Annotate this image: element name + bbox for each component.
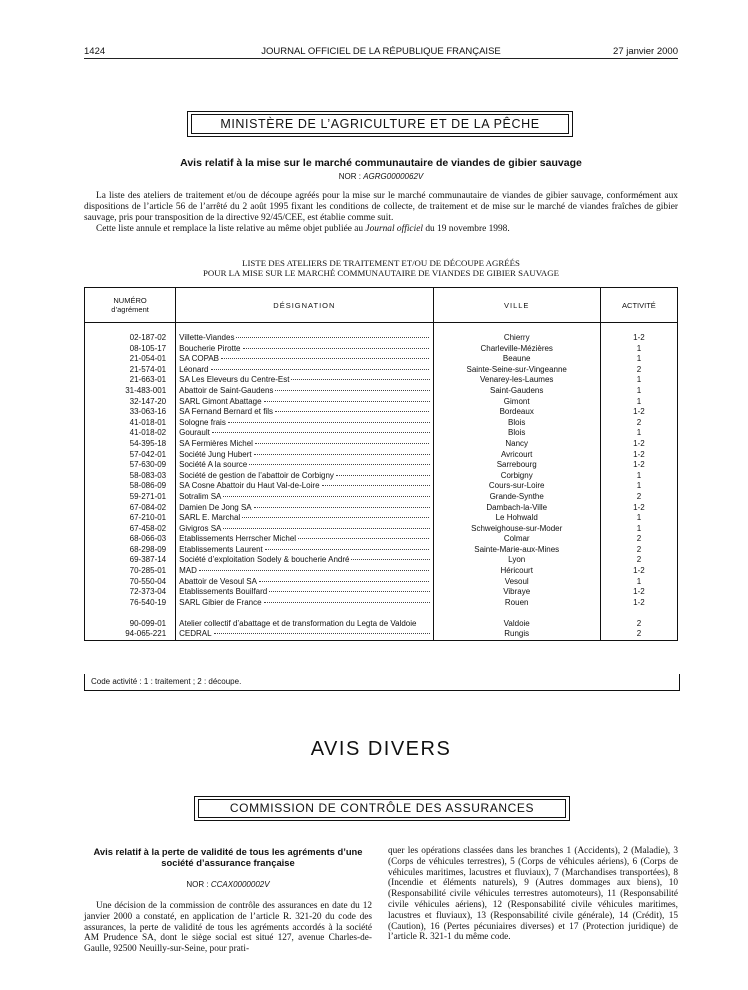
cell-designation [176, 503, 433, 514]
cell-designation [176, 481, 433, 492]
table-row [85, 608, 678, 629]
designation-label: SARL Gibier de France [179, 598, 429, 609]
cell-numero: 02-187-02 [85, 333, 176, 344]
avis2-nor [84, 880, 372, 889]
table-row [85, 545, 678, 556]
avis-divers-heading: AVIS DIVERS [310, 738, 452, 760]
cell-numero: 57-630-09 [85, 460, 176, 471]
cell-designation [176, 397, 433, 408]
cell-designation [176, 418, 433, 429]
nor-label: NOR : [338, 172, 364, 181]
table-row [85, 577, 678, 588]
cell-activite: 1-2 [600, 460, 677, 471]
cell-ville: Héricourt [433, 566, 600, 577]
cell-designation [176, 365, 433, 376]
cell-ville: Nancy [433, 439, 600, 450]
designation-label: Léonard [179, 365, 429, 376]
cell-numero: 57-042-01 [85, 450, 176, 461]
cell-activite: 1 [600, 354, 677, 365]
cell-activite: 1 [600, 344, 677, 355]
cell-designation: Atelier collectif d’abattage et de transformation du Legta de Valdoie [176, 608, 433, 629]
cell-numero: 21-663-01 [85, 375, 176, 386]
table-row [85, 386, 678, 397]
avis2-left-body: Une décision de la commission de contrôle des assurances en date du 12 janvier 2000 a constaté, en application de l’article R. 321-20 du code des assurances, la perte de validité de tous les agréments accordés à la société AM Prudence SA, dont le siège social est situé 127, avenue Charles-de-Gaulle, 92500 Neuilly-sur-Seine, pour prati- [84, 901, 372, 955]
cell-designation [176, 460, 433, 471]
cell-activite: 2 [600, 492, 677, 503]
cell-designation [176, 577, 433, 588]
cell-activite: 2 [600, 418, 677, 429]
designation-label: MAD [179, 566, 429, 577]
table-row [85, 629, 678, 640]
issue-date: 27 janvier 2000 [613, 46, 678, 57]
cell-numero: 54-395-18 [85, 439, 176, 450]
cell-activite: 1-2 [600, 598, 677, 609]
cell-designation [176, 407, 433, 418]
avis-title: Avis relatif à la mise sur le marché communautaire de viandes de gibier sauvage [180, 157, 582, 169]
table-row [85, 354, 678, 365]
cell-ville: Vesoul [433, 577, 600, 588]
cell-ville: Blois [433, 428, 600, 439]
cell-numero: 70-285-01 [85, 566, 176, 577]
cell-activite: 1-2 [600, 587, 677, 598]
cell-designation [176, 598, 433, 609]
cell-activite: 1-2 [600, 333, 677, 344]
designation-label: Etablissements Laurent [179, 545, 429, 556]
designation-label: SA Cosne Abattoir du Haut Val-de-Loire [179, 481, 429, 492]
header-ville: VILLE [433, 288, 600, 323]
cell-activite: 1 [600, 375, 677, 386]
cell-numero: 67-084-02 [85, 503, 176, 514]
designation-label: SA Les Eleveurs du Centre-Est [179, 375, 429, 386]
cell-activite: 1 [600, 428, 677, 439]
cell-designation [176, 354, 433, 365]
cell-ville: Rouen [433, 598, 600, 609]
cell-activite: 1 [600, 481, 677, 492]
cell-designation [176, 450, 433, 461]
page-number: 1424 [84, 46, 106, 57]
table-row [85, 375, 678, 386]
cell-numero: 72-373-04 [85, 587, 176, 598]
cell-activite: 1 [600, 524, 677, 535]
table-row [85, 460, 678, 471]
intro-text [84, 191, 678, 235]
cell-activite: 2 [600, 545, 677, 556]
nor-code: AGRG0000062V [363, 172, 424, 181]
header-numero-line1: NUMÉRO [113, 296, 147, 305]
cell-numero: 58-086-09 [85, 481, 176, 492]
cell-activite: 2 [600, 608, 677, 629]
table-row [85, 534, 678, 545]
p2-before: Cette liste annule et remplace la liste relative au même objet publiée au [96, 224, 366, 234]
cell-numero: 31-483-001 [85, 386, 176, 397]
table-row [85, 471, 678, 482]
cell-designation [176, 428, 433, 439]
cell-ville: Corbigny [433, 471, 600, 482]
cell-numero: 69-387-14 [85, 555, 176, 566]
header-designation: DÉSIGNATION [176, 288, 433, 323]
designation-label: Société de gestion de l’abattoir de Corbigny [179, 471, 429, 482]
cell-ville: Cours-sur-Loire [433, 481, 600, 492]
commission-box [194, 796, 570, 821]
cell-numero: 58-083-03 [85, 471, 176, 482]
table-row [85, 344, 678, 355]
avis2-title: Avis relatif à la perte de validité de tous les agréments d’une société d’assurance française [93, 846, 363, 868]
cell-ville: Avricourt [433, 450, 600, 461]
cell-activite: 2 [600, 365, 677, 376]
table-row [85, 513, 678, 524]
cell-ville: Chierry [433, 333, 600, 344]
cell-designation [176, 375, 433, 386]
designation-label: Boucherie Pirotte [179, 344, 429, 355]
cell-ville: Sarrebourg [433, 460, 600, 471]
list-title-line-2: POUR LA MISE SUR LE MARCHÉ COMMUNAUTAIRE DE VIANDES DE GIBIER SAUVAGE [203, 268, 559, 278]
cell-numero: 68-066-03 [85, 534, 176, 545]
header-activite: ACTIVITÉ [600, 288, 677, 323]
cell-activite: 1-2 [600, 566, 677, 577]
cell-ville: Le Hohwald [433, 513, 600, 524]
cell-ville: Colmar [433, 534, 600, 545]
cell-ville: Grande-Synthe [433, 492, 600, 503]
cell-numero: 41-018-01 [85, 418, 176, 429]
cell-designation [176, 344, 433, 355]
designation-label: Etablissements Bouilfard [179, 587, 429, 598]
table-body [85, 323, 678, 641]
cell-ville: Vibraye [433, 587, 600, 598]
cell-numero: 08-105-17 [85, 344, 176, 355]
cell-ville: Schweighouse-sur-Moder [433, 524, 600, 535]
cell-activite: 1-2 [600, 407, 677, 418]
cell-numero: 94-065-221 [85, 629, 176, 640]
table-row [85, 555, 678, 566]
list-title-line-1: LISTE DES ATELIERS DE TRAITEMENT ET/OU DE DÉCOUPE AGRÉÉS [242, 258, 520, 268]
avis2-nor-code: CCAX0000002V [210, 880, 270, 889]
cell-designation [176, 513, 433, 524]
cell-activite: 1 [600, 577, 677, 588]
cell-numero: 76-540-19 [85, 598, 176, 609]
cell-activite: 1-2 [600, 439, 677, 450]
cell-ville: Rungis [433, 629, 600, 640]
designation-label: SARL Gimont Abattage [179, 397, 429, 408]
designation-label: SA Fernand Bernard et fils [179, 407, 429, 418]
ministry-box [187, 111, 573, 137]
table-row [85, 365, 678, 376]
cell-numero: 41-018-02 [85, 428, 176, 439]
cell-numero: 32-147-20 [85, 397, 176, 408]
cell-numero: 67-458-02 [85, 524, 176, 535]
designation-label: Givigros SA [179, 524, 429, 535]
cell-numero: 70-550-04 [85, 577, 176, 588]
cell-ville: Venarey-les-Laumes [433, 375, 600, 386]
table-row [85, 566, 678, 577]
cell-activite: 2 [600, 534, 677, 545]
table-row [85, 481, 678, 492]
cell-designation [176, 545, 433, 556]
cell-activite: 1-2 [600, 503, 677, 514]
cell-designation [176, 566, 433, 577]
cell-ville: Bordeaux [433, 407, 600, 418]
cell-activite: 2 [600, 629, 677, 640]
cell-numero: 59-271-01 [85, 492, 176, 503]
commission-title: COMMISSION DE CONTRÔLE DES ASSURANCES [198, 799, 566, 818]
cell-numero: 90-099-01 [85, 608, 176, 629]
table-row [85, 333, 678, 344]
cell-numero: 21-574-01 [85, 365, 176, 376]
cell-designation [176, 524, 433, 535]
designation-label: Sologne frais [179, 418, 429, 429]
designation-label: SARL E. Marchal [179, 513, 429, 524]
activity-code-note: Code activité : 1 : traitement ; 2 : découpe. [84, 674, 680, 691]
designation-label: Sotralim SA [179, 492, 429, 503]
cell-ville: Sainte-Marie-aux-Mines [433, 545, 600, 556]
establishments-table [84, 287, 678, 641]
cell-designation [176, 386, 433, 397]
list-title [84, 258, 678, 278]
designation-label: Damien De Jong SA [179, 503, 429, 514]
designation-label: Etablissements Herrscher Michel [179, 534, 429, 545]
header-numero [85, 288, 176, 323]
header-rule [84, 58, 678, 59]
journal-title: JOURNAL OFFICIEL DE LA RÉPUBLIQUE FRANÇAISE [261, 46, 501, 57]
designation-label: Société d’exploitation Sodely & boucherie André [179, 555, 429, 566]
table-row [85, 587, 678, 598]
cell-numero: 33-063-16 [85, 407, 176, 418]
cell-ville: Sainte-Seine-sur-Vingeanne [433, 365, 600, 376]
cell-numero: 67-210-01 [85, 513, 176, 524]
table-row [85, 439, 678, 450]
p2-after: du 19 novembre 1998. [422, 224, 510, 234]
table-row [85, 503, 678, 514]
designation-label: Société A la source [179, 460, 429, 471]
cell-activite: 2 [600, 555, 677, 566]
cell-ville: Dambach-la-Ville [433, 503, 600, 514]
cell-designation [176, 471, 433, 482]
cell-ville: Charleville-Mézières [433, 344, 600, 355]
table-row [85, 407, 678, 418]
cell-designation [176, 587, 433, 598]
cell-numero: 21-054-01 [85, 354, 176, 365]
designation-label: CEDRAL [179, 629, 429, 640]
ministry-title: MINISTÈRE DE L’AGRICULTURE ET DE LA PÊCHE [191, 114, 569, 134]
table-row [85, 428, 678, 439]
cell-activite: 1 [600, 397, 677, 408]
avis2-right-body: quer les opérations classées dans les branches 1 (Accidents), 2 (Maladie), 3 (Corps de véhicules terrestres), 5 (Corps de véhicules aériens), 6 (Corps de véhicules maritimes, lacustres et fluviaux), 7 (Marchandises transportées), 8 (Incendie et éléments naturels), 9 (Autres dommages aux biens), 10 (Responsabilité civile véhicules terrestres automoteurs), 11 (Responsabilité civile véhicules aériens), 12 (Responsabilité civile véhicules maritimes, lacustres et fluviaux), 13 (Responsabilité civile générale), 14 (Crédit), 15 (Caution), 16 (Pertes pécuniaires diverses) et 17 (Protection juridique) de l’article R. 321-1 du même code. [388, 846, 678, 943]
cell-ville: Valdoie [433, 608, 600, 629]
table-row [85, 397, 678, 408]
designation-label: Abattoir de Saint-Gaudens [179, 386, 429, 397]
designation-label: Villette-Viandes [179, 333, 429, 344]
intro-paragraph: La liste des ateliers de traitement et/ou de découpe agréés pour la mise sur le marché communautaire de viandes de gibier sauvage, conformément aux dispositions de l’article 56 de l’arrêté du 2 août 1995 fixant les conditions de collecte, de traitement et de mise sur le marché de viandes fraîches de gibier sauvage, pris pour transposition de la directive 92/45/CEE, est établie comme suit. [84, 191, 678, 223]
table-row [85, 418, 678, 429]
cell-designation [176, 439, 433, 450]
cell-activite: 1 [600, 386, 677, 397]
cell-ville: Lyon [433, 555, 600, 566]
cell-activite: 1 [600, 471, 677, 482]
nor-reference [84, 172, 678, 181]
table-row [85, 492, 678, 503]
designation-label: SA Fermières Michel [179, 439, 429, 450]
cell-ville: Gimont [433, 397, 600, 408]
cell-designation [176, 555, 433, 566]
intro-paragraph-2 [84, 224, 678, 235]
table-row [85, 524, 678, 535]
table-row [85, 598, 678, 609]
designation-label: SA COPAB [179, 354, 429, 365]
designation-label: Abattoir de Vesoul SA [179, 577, 429, 588]
cell-numero: 68-298-09 [85, 545, 176, 556]
cell-designation [176, 629, 433, 640]
cell-ville: Beaune [433, 354, 600, 365]
designation-label: Société Jung Hubert [179, 450, 429, 461]
table-header-row [85, 288, 678, 323]
cell-designation [176, 534, 433, 545]
journal-officiel-ref: Journal officiel [365, 224, 423, 234]
left-column [84, 846, 372, 955]
avis2-nor-label: NOR : [186, 880, 211, 889]
cell-ville: Saint-Gaudens [433, 386, 600, 397]
designation-label: Gourault [179, 428, 429, 439]
cell-designation [176, 492, 433, 503]
cell-ville: Blois [433, 418, 600, 429]
header-numero-line2: d’agrément [111, 305, 149, 314]
cell-activite: 1-2 [600, 450, 677, 461]
table-row [85, 450, 678, 461]
spacer-row [85, 323, 678, 334]
cell-activite: 1 [600, 513, 677, 524]
cell-designation [176, 333, 433, 344]
